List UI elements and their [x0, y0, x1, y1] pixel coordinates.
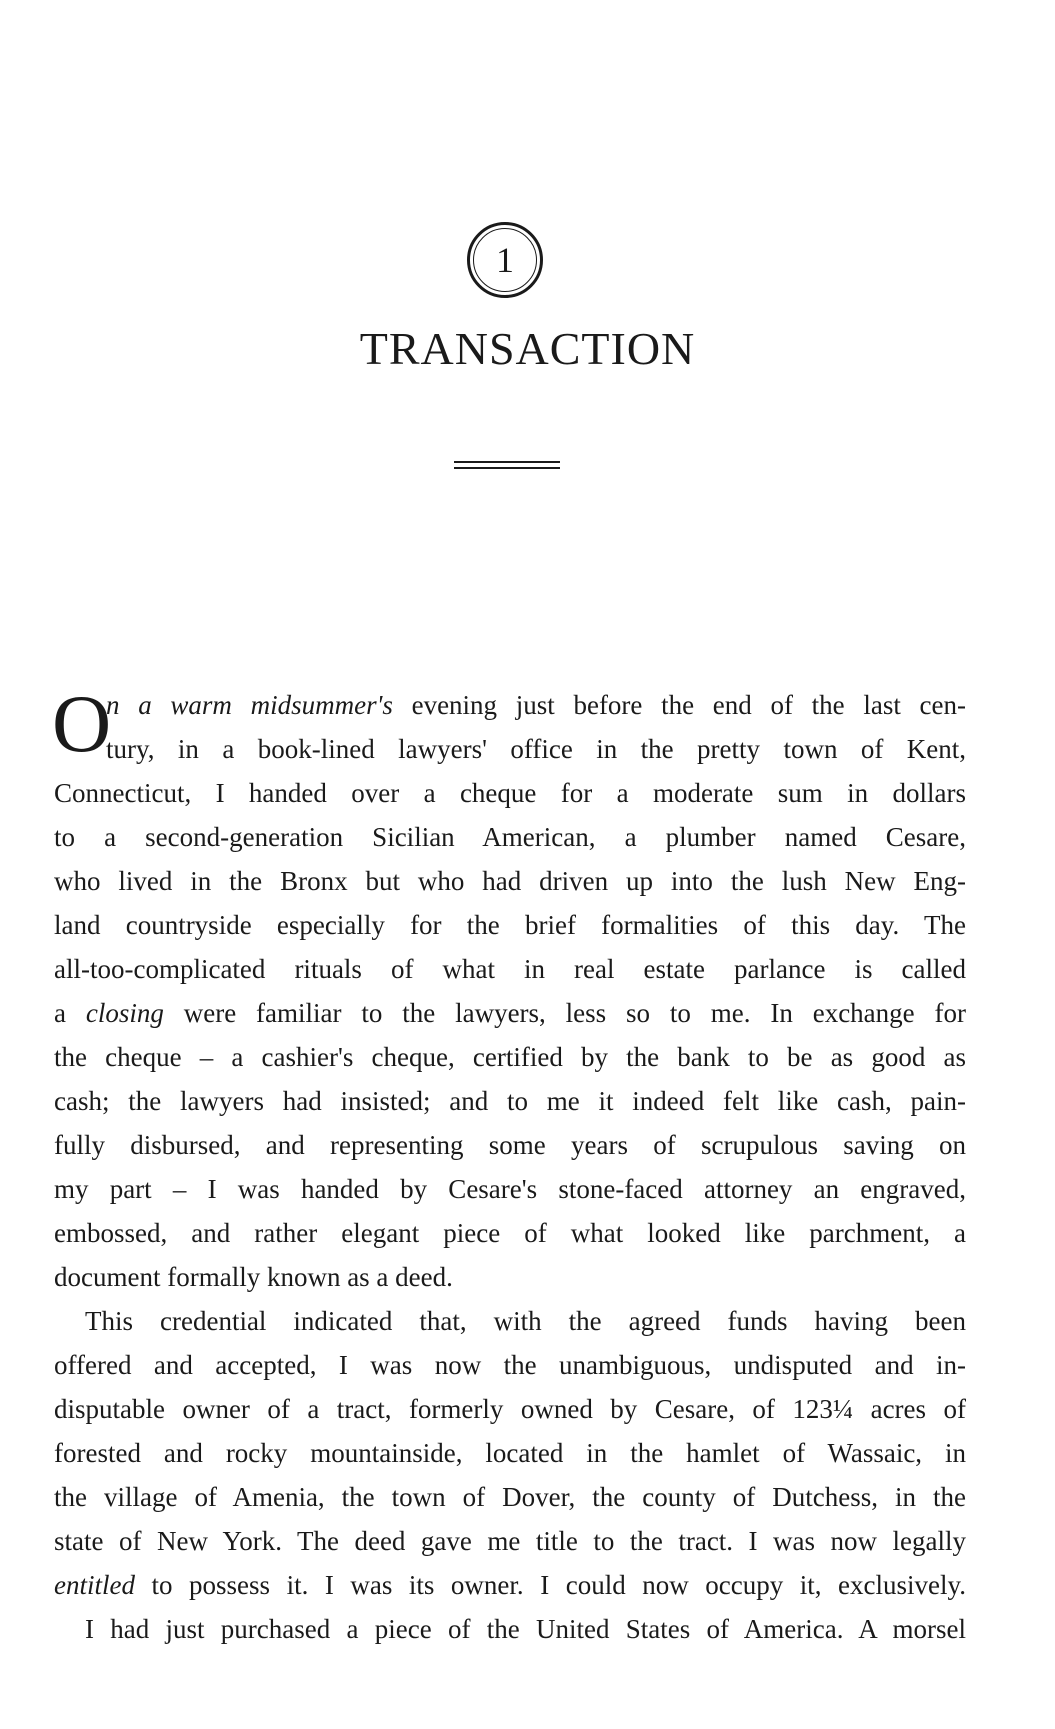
text-line: document formally known as a deed.	[54, 1262, 453, 1292]
text-line: I had just purchased a piece of the United States of America. A morsel	[85, 1614, 966, 1644]
text-line: a closing were familiar to the lawyers, less so to me. In exchange for	[54, 998, 966, 1028]
text-line: forested and rocky mountainside, located in the hamlet of Wassaic, in	[54, 1438, 966, 1468]
title-divider	[454, 461, 560, 469]
drop-cap: O	[52, 678, 112, 769]
text-line: state of New York. The deed gave me title to the tract. I was now legally	[54, 1526, 966, 1556]
text-line: tury, in a book-lined lawyers' office in the pretty town of Kent,	[106, 734, 966, 764]
chapter-title: TRANSACTION	[359, 323, 696, 374]
text-line: disputable owner of a tract, formerly owned by Cesare, of 123¼ acres of	[54, 1394, 966, 1424]
italic-word: closing	[85, 998, 164, 1028]
text-line: who lived in the Bronx but who had driven up into the lush New Eng-	[54, 866, 966, 896]
text-line: embossed, and rather elegant piece of what looked like parchment, a	[54, 1218, 966, 1248]
text-line: n a warm midsummer's evening just before the end of the last cen-	[106, 690, 966, 720]
text-line: This credential indicated that, with the agreed funds having been	[85, 1306, 966, 1336]
italic-word: entitled	[54, 1570, 135, 1600]
text-line: cash; the lawyers had insisted; and to me it indeed felt like cash, pain-	[54, 1086, 966, 1116]
italic-phrase: n a warm midsummer's	[106, 690, 393, 720]
chapter-number: 1	[496, 240, 514, 280]
text-line: my part – I was handed by Cesare's stone-faced attorney an engraved,	[54, 1174, 966, 1204]
text-line: land countryside especially for the brief formalities of this day. The	[54, 910, 966, 940]
text-line: the cheque – a cashier's cheque, certified by the bank to be as good as	[54, 1042, 966, 1072]
text-line: the village of Amenia, the town of Dover, the county of Dutchess, in the	[54, 1482, 966, 1512]
body-text	[52, 678, 966, 1651]
chapter-number-badge	[467, 222, 543, 298]
text-line: Connecticut, I handed over a cheque for a moderate sum in dollars	[54, 778, 966, 808]
text-line: to a second-generation Sicilian American, a plumber named Cesare,	[54, 822, 966, 852]
text-line: entitled to possess it. I was its owner. I could now occupy it, exclusively.	[54, 1570, 966, 1600]
text-line: offered and accepted, I was now the unambiguous, undisputed and in-	[54, 1350, 966, 1380]
text-line: all-too-complicated rituals of what in real estate parlance is called	[54, 954, 966, 984]
text-line: fully disbursed, and representing some years of scrupulous saving on	[54, 1130, 966, 1160]
